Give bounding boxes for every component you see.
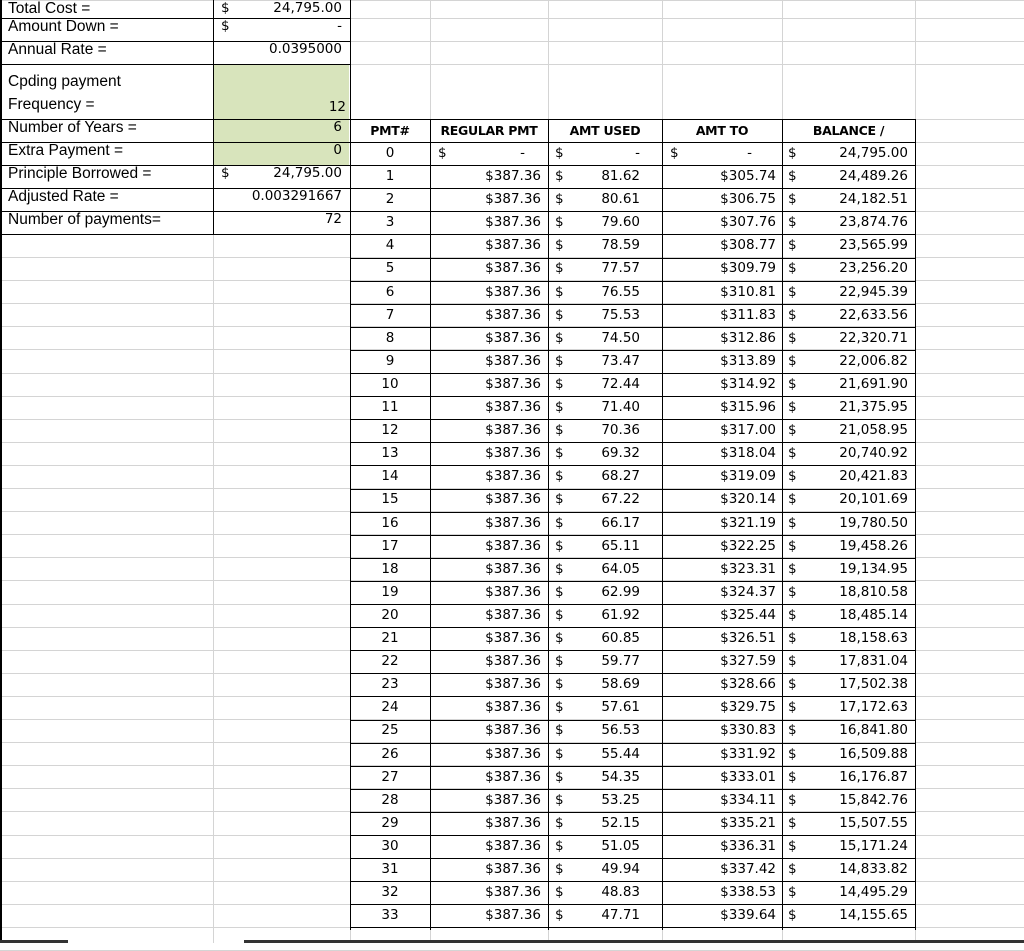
table-cell-balance: 16,841.80: [839, 722, 908, 739]
input-label: Frequency =: [8, 96, 95, 113]
table-cell-used: 52.15: [601, 814, 640, 831]
input-label: Extra Payment =: [8, 142, 124, 159]
table-cell-currency: $: [788, 491, 797, 508]
table-cell-to: $313.89: [720, 352, 776, 369]
table-cell-used: -: [635, 145, 640, 161]
table-cell-to: $308.77: [720, 237, 776, 254]
table-cell-pmt: 31: [381, 861, 399, 877]
table-cell-currency: $: [788, 907, 797, 924]
table-cell-regular: $387.36: [485, 329, 541, 346]
table-cell-used: 53.25: [601, 791, 640, 808]
table-cell-pmt: 28: [381, 791, 399, 808]
table-cell-used: 57.61: [601, 699, 640, 716]
table-cell-currency: $: [788, 537, 797, 554]
table-cell-to: $337.42: [720, 861, 776, 877]
table-cell-balance: 20,101.69: [839, 491, 908, 508]
table-header: PMT#: [370, 123, 410, 138]
table-cell-balance: 17,831.04: [839, 653, 908, 670]
table-cell-pmt: 4: [385, 237, 395, 254]
table-cell-pmt: 7: [385, 306, 395, 323]
table-cell-regular: $387.36: [485, 399, 541, 415]
table-cell-currency: $: [788, 884, 797, 901]
table-cell-used: 65.11: [601, 537, 640, 554]
table-cell-pmt: 30: [381, 837, 399, 854]
table-cell-used: 54.35: [601, 768, 640, 785]
table-cell-currency: $: [788, 306, 797, 323]
table-cell-balance: 24,489.26: [839, 168, 908, 184]
table-cell-to: $335.21: [720, 814, 776, 831]
table-cell-pmt: 20: [381, 606, 399, 623]
table-cell-currency: $: [788, 283, 797, 300]
table-cell-to: $339.64: [720, 907, 776, 924]
table-cell-pmt: 12: [381, 422, 399, 439]
table-cell-currency: $: [788, 329, 797, 346]
table-cell-balance: 14,495.29: [839, 884, 908, 901]
table-cell-to: $310.81: [720, 283, 776, 300]
input-value: 0.003291667: [251, 188, 342, 204]
table-cell-pmt: 10: [381, 375, 399, 392]
table-cell-currency: $: [555, 907, 564, 924]
table-cell-currency: $: [555, 375, 564, 392]
table-cell-balance: 19,780.50: [839, 514, 908, 531]
table-cell-currency: $: [555, 445, 564, 462]
table-cell-currency: $: [788, 468, 797, 485]
table-cell-regular: $387.36: [485, 583, 541, 600]
table-cell-to: $333.01: [720, 768, 776, 785]
table-cell-currency: $: [788, 422, 797, 439]
table-cell-currency: $: [438, 145, 447, 161]
table-cell-currency: $: [555, 514, 564, 531]
table-cell-to: $318.04: [720, 445, 776, 462]
table-cell-currency: $: [670, 145, 679, 161]
table-cell-used: 60.85: [601, 630, 640, 646]
table-cell-currency: $: [788, 560, 797, 577]
input-label: Number of payments=: [8, 211, 161, 228]
table-cell-regular: $387.36: [485, 537, 541, 554]
table-cell-used: 80.61: [601, 191, 640, 208]
table-cell-currency: $: [555, 214, 564, 231]
table-cell-to: $306.75: [720, 191, 776, 208]
table-cell-pmt: 25: [381, 722, 399, 739]
table-cell-currency: $: [555, 260, 564, 277]
table-cell-regular: $387.36: [485, 352, 541, 369]
input-value: 24,795.00: [273, 0, 342, 16]
table-cell-used: 78.59: [601, 237, 640, 254]
input-label: Annual Rate =: [8, 41, 107, 58]
table-cell-balance: 17,502.38: [839, 676, 908, 693]
table-cell-currency: $: [555, 399, 564, 415]
table-cell-used: 59.77: [601, 653, 640, 670]
table-cell-currency: $: [555, 491, 564, 508]
table-cell-currency: $: [555, 884, 564, 901]
table-cell-regular: $387.36: [485, 837, 541, 854]
table-cell-to: $328.66: [720, 676, 776, 693]
table-cell-to: $321.19: [720, 514, 776, 531]
table-cell-to: $309.79: [720, 260, 776, 277]
table-cell-used: 51.05: [601, 837, 640, 854]
table-cell-to: $317.00: [720, 422, 776, 439]
table-cell-currency: $: [555, 653, 564, 670]
table-cell-to: $307.76: [720, 214, 776, 231]
table-cell-used: 55.44: [601, 745, 640, 762]
table-cell-currency: $: [555, 191, 564, 208]
table-cell-pmt: 16: [381, 514, 399, 531]
table-cell-currency: $: [555, 422, 564, 439]
table-cell-currency: $: [788, 445, 797, 462]
table-cell-pmt: 8: [385, 329, 395, 346]
table-cell-used: 81.62: [601, 168, 640, 184]
table-cell-currency: $: [555, 168, 564, 184]
table-cell-regular: $387.36: [485, 699, 541, 716]
table-cell-pmt: 17: [381, 537, 399, 554]
table-cell-balance: 18,485.14: [839, 606, 908, 623]
table-cell-balance: 22,006.82: [839, 352, 908, 369]
table-cell-to: $329.75: [720, 699, 776, 716]
table-cell-balance: 22,945.39: [839, 283, 908, 300]
table-cell-regular: $387.36: [485, 445, 541, 462]
table-cell-pmt: 6: [385, 283, 395, 300]
table-cell-pmt: 32: [381, 884, 399, 901]
table-cell-currency: $: [555, 791, 564, 808]
table-cell-regular: $387.36: [485, 630, 541, 646]
table-cell-regular: $387.36: [485, 653, 541, 670]
input-currency: $: [221, 18, 230, 34]
table-cell-balance: 21,058.95: [839, 422, 908, 439]
table-border-v: [915, 119, 916, 930]
input-label: Amount Down =: [8, 18, 119, 35]
table-cell-pmt: 1: [385, 168, 395, 184]
table-cell-to: -: [747, 145, 752, 161]
input-value: 12: [328, 99, 346, 115]
table-cell-regular: $387.36: [485, 791, 541, 808]
table-cell-to: $324.37: [720, 583, 776, 600]
table-cell-balance: 21,691.90: [839, 375, 908, 392]
table-cell-to: $315.96: [720, 399, 776, 415]
table-cell-currency: $: [555, 861, 564, 877]
table-cell-used: 62.99: [601, 583, 640, 600]
table-cell-balance: 18,158.63: [839, 630, 908, 646]
table-cell-regular: $387.36: [485, 283, 541, 300]
table-cell-used: 47.71: [601, 907, 640, 924]
table-cell-balance: 16,509.88: [839, 745, 908, 762]
table-cell-currency: $: [555, 722, 564, 739]
table-cell-used: 74.50: [601, 329, 640, 346]
table-cell-used: 73.47: [601, 352, 640, 369]
table-cell-currency: $: [788, 260, 797, 277]
table-cell-regular: $387.36: [485, 884, 541, 901]
table-cell-regular: $387.36: [485, 422, 541, 439]
table-cell-pmt: 9: [385, 352, 395, 369]
table-cell-balance: 23,565.99: [839, 237, 908, 254]
table-cell-pmt: 3: [385, 214, 395, 231]
table-cell-regular: $387.36: [485, 306, 541, 323]
table-cell-to: $326.51: [720, 630, 776, 646]
table-cell-currency: $: [555, 583, 564, 600]
table-cell-regular: $387.36: [485, 260, 541, 277]
table-cell-currency: $: [788, 214, 797, 231]
table-cell-currency: $: [788, 653, 797, 670]
table-cell-regular: $387.36: [485, 168, 541, 184]
table-cell-regular: $387.36: [485, 861, 541, 877]
table-cell-currency: $: [555, 699, 564, 716]
table-header: REGULAR PMT: [440, 123, 538, 138]
table-cell-currency: $: [555, 814, 564, 831]
table-cell-to: $338.53: [720, 884, 776, 901]
table-cell-regular: $387.36: [485, 375, 541, 392]
table-cell-currency: $: [788, 583, 797, 600]
table-cell-used: 72.44: [601, 375, 640, 392]
table-cell-pmt: 21: [381, 630, 399, 646]
table-cell-to: $336.31: [720, 837, 776, 854]
table-cell-regular: $387.36: [485, 560, 541, 577]
table-cell-currency: $: [555, 768, 564, 785]
table-cell-balance: 23,874.76: [839, 214, 908, 231]
table-header: AMT USED: [569, 123, 641, 138]
input-value: 24,795.00: [273, 165, 342, 181]
table-cell-pmt: 26: [381, 745, 399, 762]
table-cell-used: 69.32: [601, 445, 640, 462]
table-cell-pmt: 13: [381, 445, 399, 462]
table-cell-to: $334.11: [720, 791, 776, 808]
table-cell-regular: $387.36: [485, 814, 541, 831]
table-cell-pmt: 11: [381, 399, 399, 415]
table-cell-currency: $: [788, 837, 797, 854]
table-cell-regular: $387.36: [485, 745, 541, 762]
table-cell-pmt: 23: [381, 676, 399, 693]
table-cell-currency: $: [555, 468, 564, 485]
table-cell-to: $322.25: [720, 537, 776, 554]
table-cell-used: 71.40: [601, 399, 640, 415]
input-value: 6: [333, 119, 342, 135]
table-cell-to: $311.83: [720, 306, 776, 323]
table-cell-balance: 22,633.56: [839, 306, 908, 323]
input-label: Adjusted Rate =: [8, 188, 119, 205]
table-cell-pmt: 5: [385, 260, 395, 277]
table-cell-to: $330.83: [720, 722, 776, 739]
table-cell-currency: $: [788, 375, 797, 392]
input-currency: $: [221, 0, 230, 16]
table-cell-balance: 22,320.71: [839, 329, 908, 346]
table-cell-balance: 14,833.82: [839, 861, 908, 877]
table-cell-pmt: 18: [381, 560, 399, 577]
table-cell-regular: $387.36: [485, 907, 541, 924]
table-cell-balance: 19,458.26: [839, 537, 908, 554]
table-cell-to: $305.74: [720, 168, 776, 184]
table-cell-currency: $: [788, 191, 797, 208]
table-cell-balance: 19,134.95: [839, 560, 908, 577]
table-cell-currency: $: [788, 791, 797, 808]
table-cell-pmt: 29: [381, 814, 399, 831]
input-label: Cpding payment: [8, 73, 121, 90]
table-cell-currency: $: [788, 606, 797, 623]
input-border-h: [0, 64, 350, 65]
table-cell-regular: $387.36: [485, 237, 541, 254]
table-cell-balance: 15,842.76: [839, 791, 908, 808]
table-cell-used: 48.83: [601, 884, 640, 901]
table-cell-pmt: 24: [381, 699, 399, 716]
table-cell-currency: $: [788, 399, 797, 415]
table-cell-currency: $: [555, 352, 564, 369]
table-cell-regular: $387.36: [485, 722, 541, 739]
table-cell-to: $319.09: [720, 468, 776, 485]
table-cell-pmt: 0: [385, 145, 395, 161]
table-cell-currency: $: [788, 676, 797, 693]
table-cell-currency: $: [788, 768, 797, 785]
input-value: 72: [324, 211, 342, 227]
table-cell-currency: $: [788, 168, 797, 184]
table-cell-to: $323.31: [720, 560, 776, 577]
table-cell-currency: $: [555, 630, 564, 646]
table-cell-currency: $: [788, 352, 797, 369]
table-cell-regular: -: [520, 145, 525, 161]
table-cell-currency: $: [555, 560, 564, 577]
table-cell-regular: $387.36: [485, 191, 541, 208]
table-cell-regular: $387.36: [485, 768, 541, 785]
table-cell-currency: $: [555, 676, 564, 693]
table-cell-used: 77.57: [601, 260, 640, 277]
table-cell-currency: $: [788, 722, 797, 739]
table-cell-pmt: 2: [385, 191, 395, 208]
table-cell-to: $327.59: [720, 653, 776, 670]
table-cell-currency: $: [788, 514, 797, 531]
input-border-v: [213, 0, 214, 234]
table-cell-balance: 16,176.87: [839, 768, 908, 785]
table-cell-currency: $: [555, 329, 564, 346]
input-label: Principle Borrowed =: [8, 165, 152, 182]
table-cell-regular: $387.36: [485, 491, 541, 508]
table-cell-currency: $: [788, 861, 797, 877]
table-cell-regular: $387.36: [485, 606, 541, 623]
table-cell-currency: $: [555, 237, 564, 254]
input-value: 0: [333, 142, 342, 158]
table-cell-used: 76.55: [601, 283, 640, 300]
input-currency: $: [221, 165, 230, 181]
table-cell-currency: $: [555, 606, 564, 623]
table-cell-balance: 23,256.20: [839, 260, 908, 277]
table-cell-used: 70.36: [601, 422, 640, 439]
table-cell-pmt: 33: [381, 907, 399, 924]
table-cell-currency: $: [555, 745, 564, 762]
input-border-h: [0, 234, 350, 235]
table-cell-pmt: 27: [381, 768, 399, 785]
table-cell-regular: $387.36: [485, 468, 541, 485]
table-cell-balance: 15,507.55: [839, 814, 908, 831]
table-cell-pmt: 15: [381, 491, 399, 508]
table-cell-to: $312.86: [720, 329, 776, 346]
table-cell-used: 66.17: [601, 514, 640, 531]
table-cell-balance: 17,172.63: [839, 699, 908, 716]
table-cell-to: $331.92: [720, 745, 776, 762]
table-cell-currency: $: [555, 837, 564, 854]
table-cell-used: 79.60: [601, 214, 640, 231]
table-cell-pmt: 19: [381, 583, 399, 600]
table-cell-used: 75.53: [601, 306, 640, 323]
table-cell-to: $320.14: [720, 491, 776, 508]
table-cell-balance: 20,421.83: [839, 468, 908, 485]
table-cell-balance: 24,182.51: [839, 191, 908, 208]
input-label: Number of Years =: [8, 119, 137, 136]
table-cell-used: 56.53: [601, 722, 640, 739]
table-cell-regular: $387.36: [485, 514, 541, 531]
table-cell-currency: $: [555, 145, 564, 161]
table-cell-balance: 18,810.58: [839, 583, 908, 600]
table-cell-used: 64.05: [601, 560, 640, 577]
table-cell-to: $314.92: [720, 375, 776, 392]
table-cell-regular: $387.36: [485, 214, 541, 231]
table-cell-balance: 20,740.92: [839, 445, 908, 462]
table-cell-currency: $: [555, 306, 564, 323]
table-cell-currency: $: [788, 237, 797, 254]
table-cell-pmt: 14: [381, 468, 399, 485]
table-cell-balance: 14,155.65: [839, 907, 908, 924]
table-header: BALANCE /: [812, 123, 885, 138]
table-cell-balance: 15,171.24: [839, 837, 908, 854]
table-cell-to: $325.44: [720, 606, 776, 623]
table-cell-currency: $: [555, 283, 564, 300]
input-value: 0.0395000: [268, 41, 342, 57]
table-cell-currency: $: [555, 537, 564, 554]
table-cell-currency: $: [788, 814, 797, 831]
table-cell-balance: 21,375.95: [839, 399, 908, 415]
table-cell-used: 58.69: [601, 676, 640, 693]
table-cell-used: 67.22: [601, 491, 640, 508]
table-cell-currency: $: [788, 745, 797, 762]
table-cell-balance: 24,795.00: [839, 145, 908, 161]
table-cell-currency: $: [788, 630, 797, 646]
table-cell-used: 49.94: [601, 861, 640, 877]
table-cell-currency: $: [788, 699, 797, 716]
table-cell-currency: $: [788, 145, 797, 161]
table-cell-pmt: 22: [381, 653, 399, 670]
table-cell-regular: $387.36: [485, 676, 541, 693]
table-header: AMT TO: [695, 123, 749, 138]
table-cell-used: 61.92: [601, 606, 640, 623]
input-value: -: [337, 18, 342, 34]
table-cell-used: 68.27: [601, 468, 640, 485]
input-label: Total Cost =: [8, 0, 91, 17]
